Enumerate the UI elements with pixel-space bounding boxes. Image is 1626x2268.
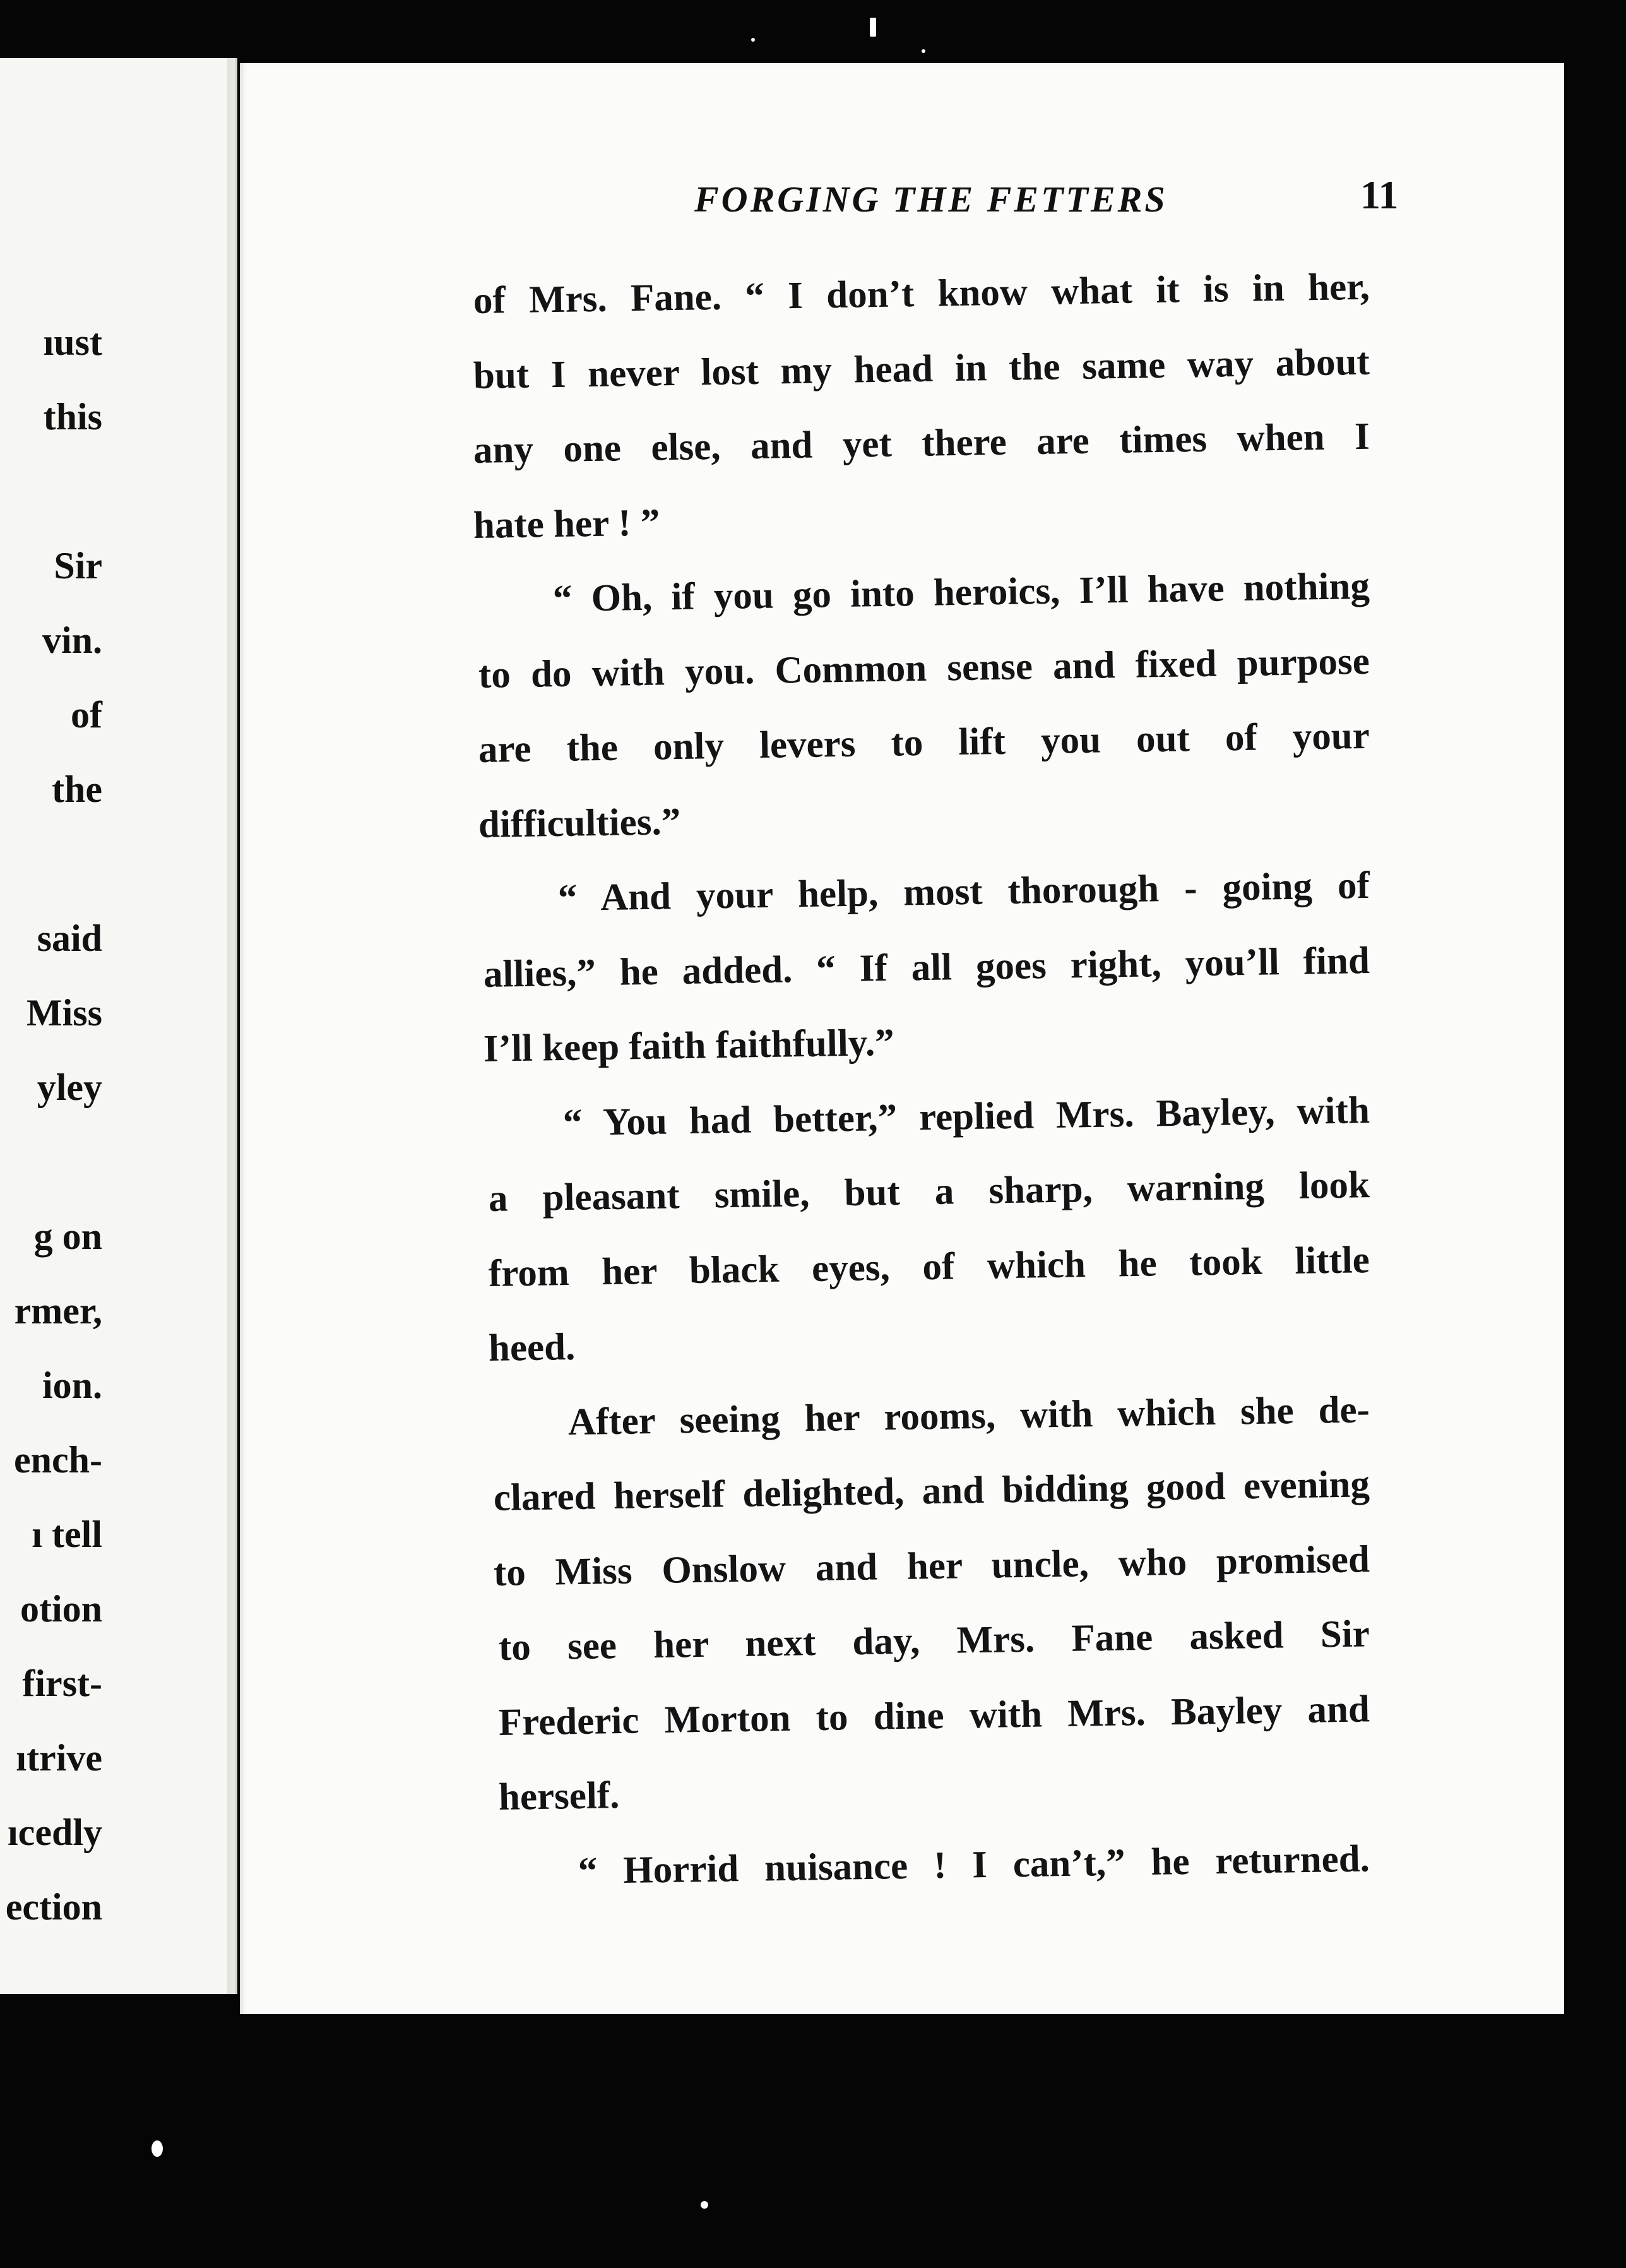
previous-page-fragment: ıcedly xyxy=(8,1811,102,1853)
text-line: to see her next day, Mrs. Fane asked Sir xyxy=(498,1613,1370,1669)
previous-page-fragment: of xyxy=(71,694,102,736)
previous-page-fragment: ıust xyxy=(43,321,102,363)
text-line: to do with you. Common sense and fixed purpose xyxy=(478,640,1370,696)
previous-page-fragment: the xyxy=(52,768,102,810)
previous-page-fragment: Sir xyxy=(54,545,102,587)
previous-page-fragment: otion xyxy=(20,1588,102,1630)
previous-page-fragment: yley xyxy=(37,1066,102,1108)
previous-page-fragment: vin. xyxy=(42,619,102,661)
page-gutter xyxy=(227,58,237,1994)
previous-page-fragment: ion. xyxy=(42,1364,102,1406)
scan-speck xyxy=(151,2140,163,2157)
text-line: Frederic Morton to dine with Mrs. Bayley and xyxy=(498,1687,1370,1744)
previous-page-fragment: first- xyxy=(22,1662,102,1704)
previous-page-fragment: ection xyxy=(5,1886,102,1928)
text-line: to Miss Onslow and her uncle, who promised xyxy=(493,1537,1370,1594)
text-line: “ Oh, if you go into heroics, I’ll have nothing xyxy=(552,564,1370,621)
previous-page-fragment: g on xyxy=(33,1215,102,1257)
text-line: clared herself delighted, and bidding good evening xyxy=(493,1463,1370,1519)
scan-speck xyxy=(701,2201,708,2209)
text-line: heed. xyxy=(488,1325,576,1370)
text-line: of Mrs. Fane. “ I don’t know what it is in her, xyxy=(473,265,1370,322)
previous-page-fragment: ı tell xyxy=(32,1513,102,1555)
previous-page-fragment: Miss xyxy=(27,992,102,1034)
text-line: allies,” he added. “ If all goes right, you’ll find xyxy=(483,939,1370,996)
text-line: “ You had better,” replied Mrs. Bayley, with xyxy=(562,1089,1370,1144)
previous-page-fragment: ench- xyxy=(14,1439,102,1481)
text-line: any one else, and yet there are times when I xyxy=(473,415,1370,472)
text-line: After seeing her rooms, with which she de- xyxy=(567,1388,1370,1443)
scan-speck xyxy=(922,49,925,53)
text-line: from her black eyes, of which he took little xyxy=(488,1238,1370,1295)
previous-page-fragment: said xyxy=(37,917,102,959)
previous-page-fragment: this xyxy=(43,396,102,438)
text-line: are the only levers to lift you out of your xyxy=(478,714,1370,771)
text-line: difficulties.” xyxy=(478,800,681,846)
text-line: I’ll keep faith faithfully.” xyxy=(483,1021,895,1070)
current-page xyxy=(240,63,1564,2014)
text-line: herself. xyxy=(498,1774,620,1818)
text-line: a pleasant smile, but a sharp, warning look xyxy=(488,1164,1370,1220)
previous-page xyxy=(0,58,237,1994)
running-head: FORGING THE FETTERS xyxy=(694,179,1168,220)
previous-page-fragment: rmer, xyxy=(14,1290,102,1332)
body-text xyxy=(473,264,1370,1910)
page-number: 11 xyxy=(1360,172,1399,217)
previous-page-fragment: ıtrive xyxy=(16,1737,102,1779)
scan-speck xyxy=(751,38,755,42)
text-line: hate her ! ” xyxy=(473,501,660,547)
text-line: “ And your help, most thorough - going of xyxy=(557,864,1370,920)
scan-speck xyxy=(870,18,876,37)
text-line: but I never lost my head in the same way about xyxy=(473,340,1370,397)
text-line: “ Horrid nuisance ! I can’t,” he returned. xyxy=(578,1837,1370,1892)
